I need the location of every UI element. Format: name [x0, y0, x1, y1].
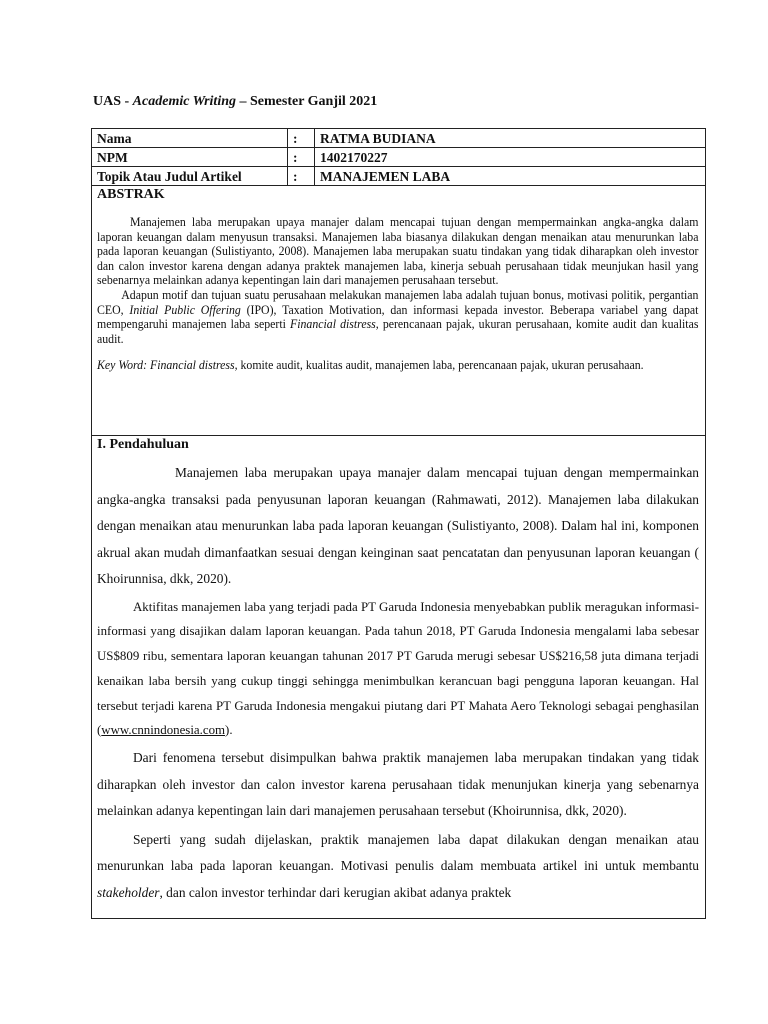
keyword-text: komite audit, kualitas audit, manajemen laba, perencanaan pajak, ukuran perusahaan. [237, 358, 644, 373]
abstract-paragraph-1: Manajemen laba merupakan upaya manajer dalam mencapai tujuan dengan mempermainkan angka-angka dalam laporan keuangan dalam menyusun transaksi. Manajemen laba biasanya dilakukan dengan menaikan atau menurunkan laba pada laporan keuangan (Sulistiyanto, 2008). Manajemen laba merupakan suatu tindakan yang tidak diharapkan oleh investor dan calon investor karena dengan adanya praktek manajemen laba, kinerja sebuah perusahaan tidak meunjukan hasil yang sebenarnya melainkan adanya kepentingan lain dari manajemen perusahaan tersebut. [97, 215, 699, 288]
info-sep: : [288, 129, 315, 148]
intro-text: Seperti yang sudah dijelaskan, praktik manajemen laba dapat dilakukan dengan menaikan atau menurunkan laba pada laporan keuangan. Motivasi penulis dalam membuata artikel ini untuk membantu [97, 831, 699, 874]
introduction-paragraph-2 [97, 595, 699, 744]
intro-italic-stakeholder: stakeholder [97, 884, 160, 900]
intro-text: Aktifitas manajemen laba yang terjadi pada PT Garuda Indonesia menyebabkan publik meragukan informasi-informasi yang disajikan dalam laporan keuangan. Pada tahun 2018, PT Garuda Indonesia mengalami laba sebesar US$809 ribu, sementara laporan keuangan tahunan 2017 PT Garuda merugi sebesar US$216,58 juta dimana terjadi kenaikan laba bersih yang cukup tinggi sehingga menimbulkan kerancuan bagi pengguna laporan keuangan. Hal tersebut terjadi karena PT Garuda Indonesia mengakui piutang dari PT Mahata Aero Teknologi sebagai penghasilan ( [97, 599, 699, 738]
source-link[interactable]: www.cnnindonesia.com [101, 723, 226, 738]
abstract-keywords [97, 358, 698, 373]
abstract-paragraph-2 [97, 288, 698, 346]
info-label: Topik Atau Judul Artikel [92, 167, 288, 186]
abstract-text: perencanaan pajak, ukuran perusahaan, komite audit dan kualitas audit. [97, 317, 699, 346]
form-box [91, 128, 706, 919]
info-sep: : [288, 167, 315, 186]
introduction-section [92, 436, 705, 906]
keyword-label: Key Word: Financial distress, [97, 358, 238, 373]
abstract-italic-fd: Financial distress, [290, 317, 379, 332]
info-value: MANAJEMEN LABA [315, 167, 706, 186]
introduction-paragraph-4 [97, 827, 699, 907]
header-suffix: – Semester Ganjil 2021 [236, 94, 378, 109]
introduction-paragraph-3: Dari fenomena tersebut disimpulkan bahwa praktik manajemen laba merupakan tindakan yang tidak diharapkan oleh investor dan calon investor karena perusahaan tidak menunjukan kinerja yang sebenarnya melainkan adanya kepentingan lain dari manajemen perusahaan tersebut (Khoirunnisa, dkk, 2020). [97, 750, 699, 819]
abstract-italic-ipo: Initial Public Offering [129, 302, 241, 317]
info-row-nama [92, 129, 705, 148]
abstract-section [92, 186, 705, 436]
abstract-title: ABSTRAK [97, 187, 165, 202]
introduction-paragraph-1: Manajemen laba merupakan upaya manajer dalam mencapai tujuan dengan mempermainkan angka-angka transaksi pada penyusunan laporan keuangan (Rahmawati, 2012). Manajemen laba dilakukan dengan menaikan atau menurunkan laba pada laporan keuangan (Sulistiyanto, 2008). Dalam hal ini, komponen akrual akan mudah dimanfaatkan sesuai dengan keinginan saat pencatatan dan penyusunan laporan keuangan ( Khoirunnisa, dkk, 2020). [97, 465, 699, 586]
info-value: 1402170227 [315, 148, 706, 167]
info-sep: : [288, 148, 315, 167]
info-table [92, 129, 705, 186]
intro-text: , dan calon investor terhindar dari kerugian akibat adanya praktek [159, 884, 512, 900]
info-row-npm [92, 148, 705, 167]
document-header [93, 94, 377, 110]
intro-text: ). [225, 723, 233, 738]
header-italic: Academic Writing [132, 94, 236, 109]
header-prefix: UAS - [93, 94, 133, 109]
abstract-text: Adapun motif dan tujuan suatu perusahaan melakukan manajemen laba adalah tujuan bonus, motivasi politik, pergantian CEO, [97, 287, 699, 317]
introduction-title: I. Pendahuluan [97, 437, 189, 452]
info-label: NPM [92, 148, 288, 167]
info-value: RATMA BUDIANA [315, 129, 706, 148]
info-row-topik [92, 167, 705, 186]
info-label: Nama [92, 129, 288, 148]
abstract-text: (IPO), Taxation Motivation, dan informasi kepada investor. Beberapa variabel yang dapat mempengaruhi manajemen laba seperti [97, 302, 699, 332]
